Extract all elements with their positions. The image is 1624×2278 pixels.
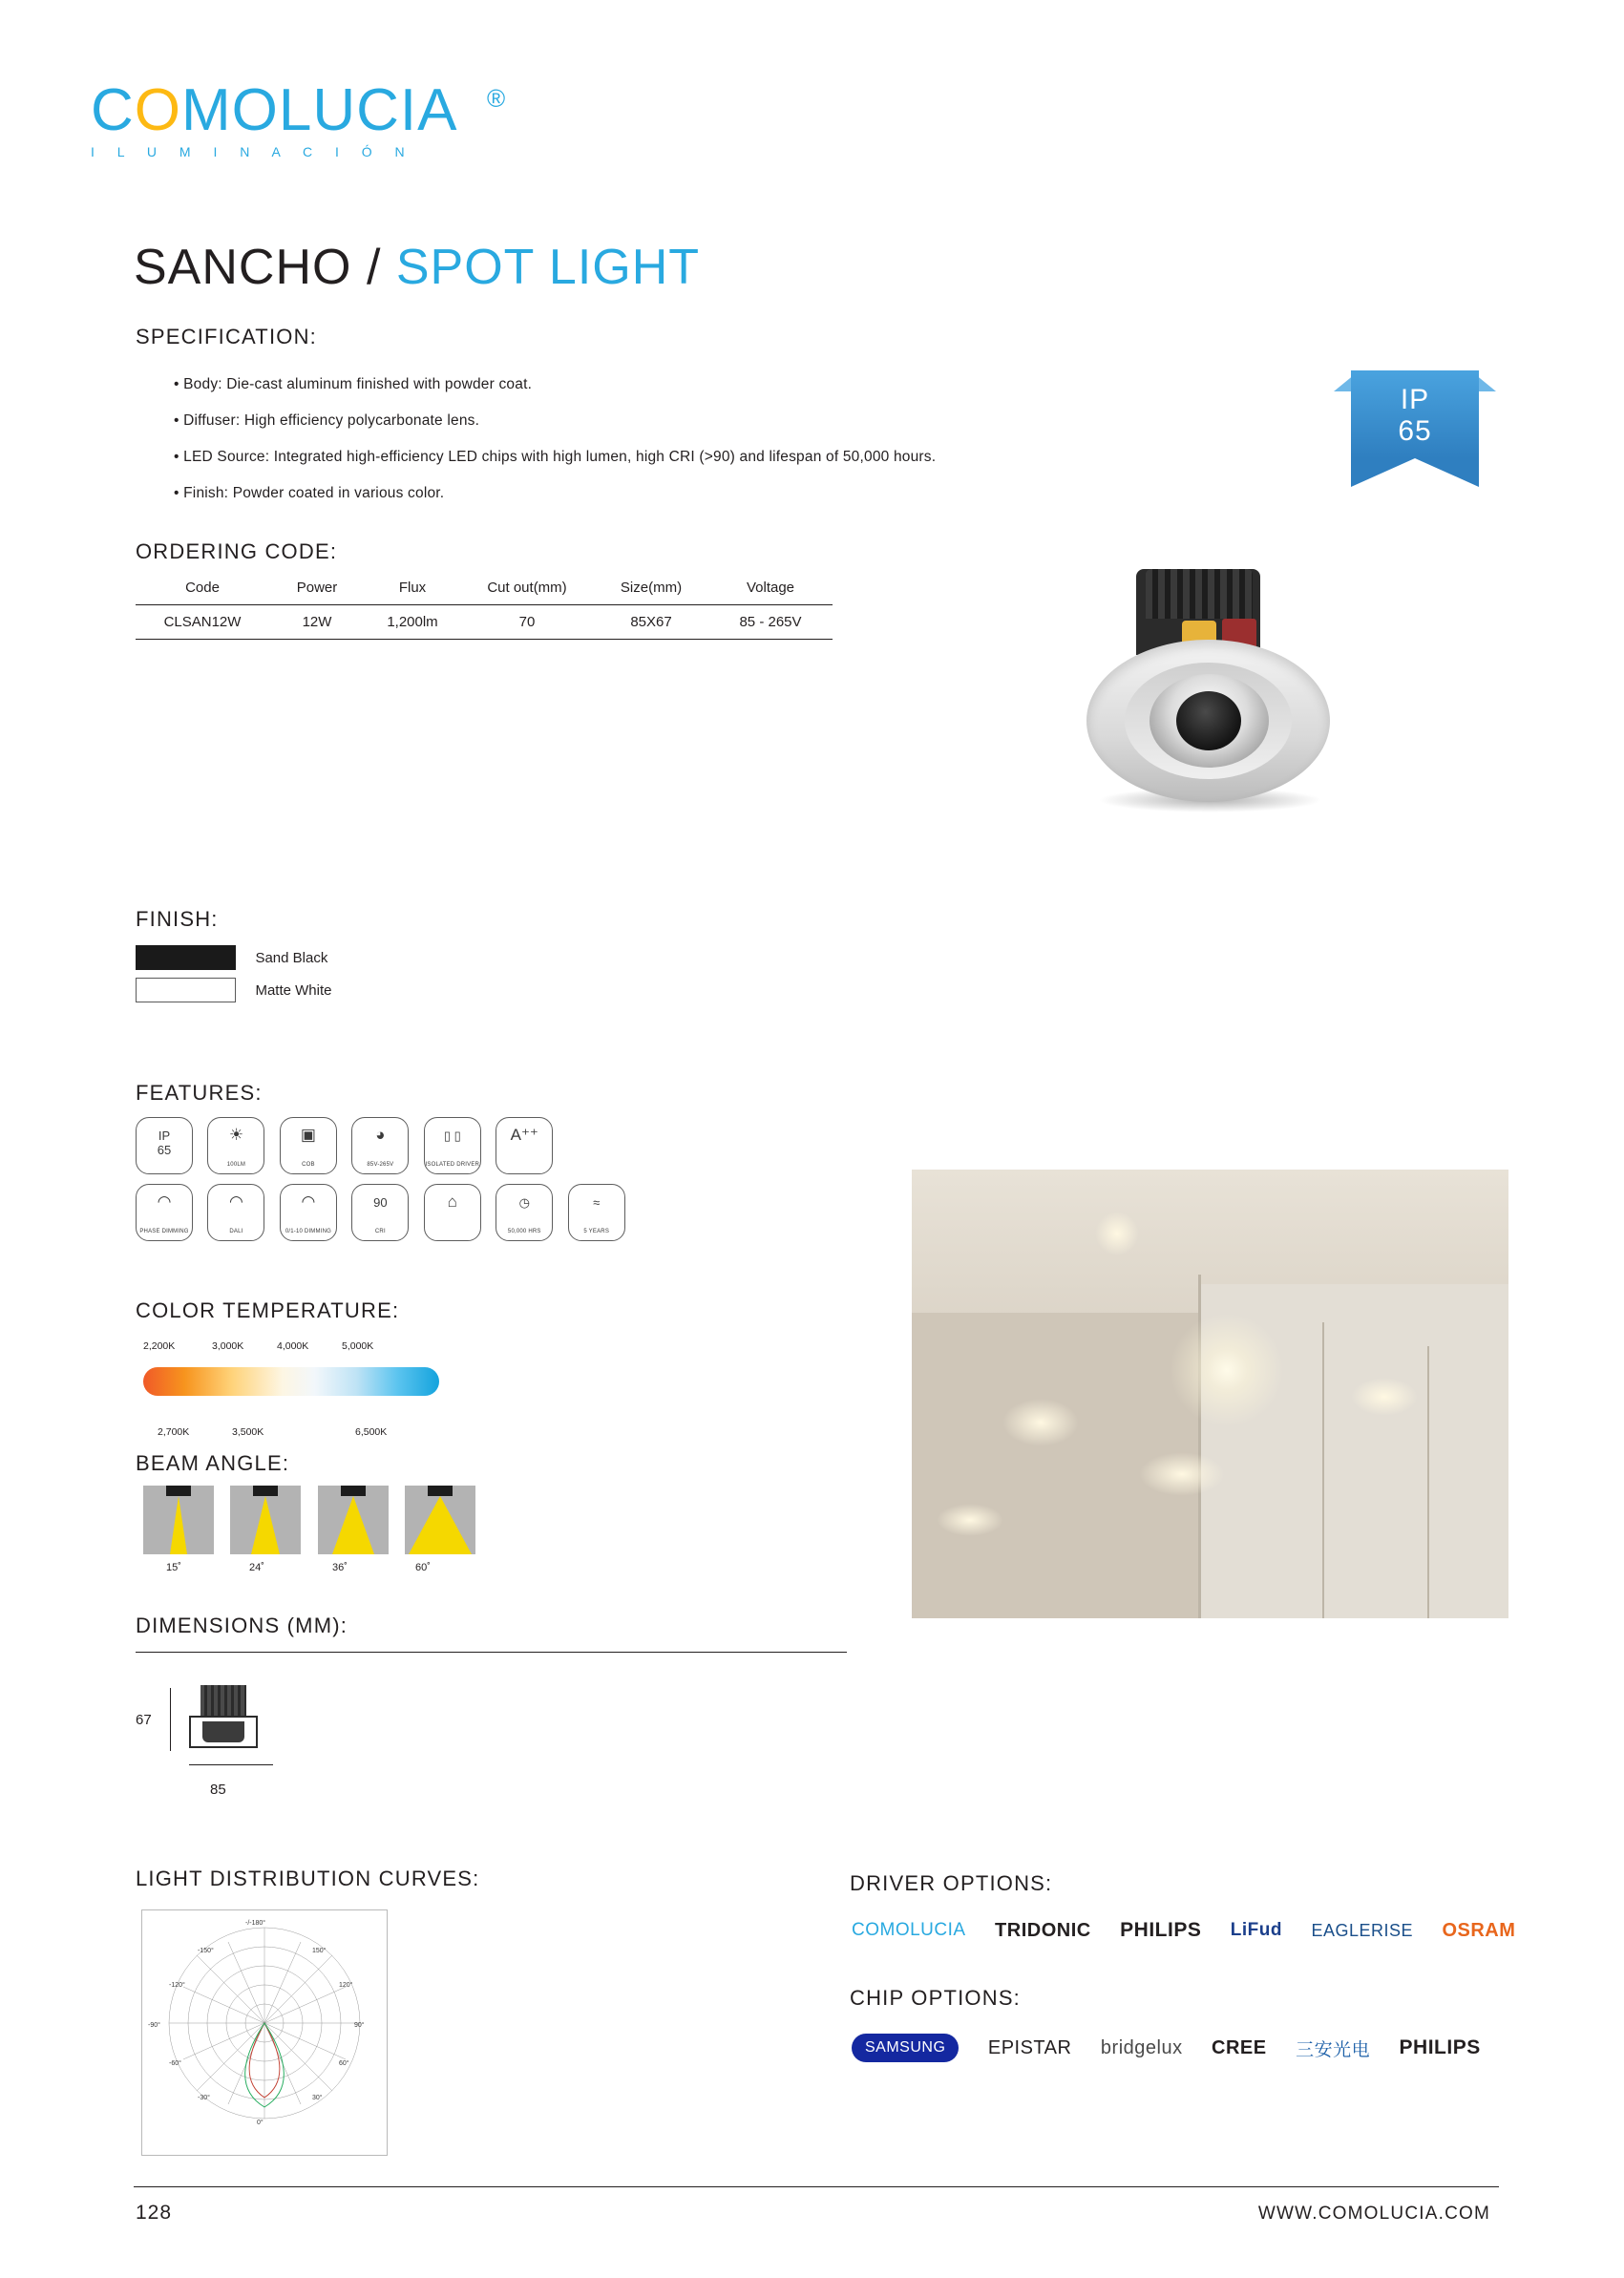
dimensions-rule [136, 1652, 847, 1653]
photo-partition [1322, 1322, 1324, 1618]
chip-brand-logos [852, 2034, 1506, 2062]
indoor-use-icon: ⌂ [424, 1184, 481, 1241]
col-power: Power [269, 571, 365, 605]
lifespan-icon: ◷ 50,000 HRS [496, 1184, 553, 1241]
dimension-height-line [170, 1688, 171, 1751]
photo-downlight-glow [1095, 1212, 1139, 1255]
ct-bottom-tick-3: 6,500K [355, 1426, 388, 1438]
cell-voltage: 85 - 265V [708, 605, 833, 640]
cell-size: 85X67 [594, 605, 708, 640]
section-heading-specification: SPECIFICATION: [136, 325, 317, 348]
cob-icon: ▣ COB [280, 1117, 337, 1174]
logo-rest: MOLUCIA [181, 77, 458, 143]
feature-caption: COB [302, 1162, 315, 1169]
beam-fixture [253, 1486, 278, 1496]
feature-caption: 100LM [226, 1162, 246, 1169]
company-logo [91, 77, 458, 159]
photo-partition [1427, 1346, 1429, 1618]
beam-fixture [166, 1486, 191, 1496]
feature-caption: 50,000 HRS [507, 1229, 541, 1235]
logo-letter-c: C [91, 77, 135, 143]
svg-text:60°: 60° [339, 2060, 349, 2067]
svg-text:-120°: -120° [169, 1982, 185, 1989]
dimension-width-line [189, 1764, 273, 1765]
brand-philips-chip: PHILIPS [1399, 2036, 1481, 2058]
product-name: SANCHO [134, 240, 352, 295]
features-icon-grid [136, 1117, 728, 1251]
feature-caption: 85V-265V [367, 1162, 394, 1169]
section-heading-light-distribution: LIGHT DISTRIBUTION CURVES: [136, 1867, 480, 1890]
ip65-icon: IP 65 [136, 1117, 193, 1174]
svg-text:30°: 30° [312, 2095, 323, 2101]
section-heading-chip-options: CHIP OPTIONS: [850, 1986, 1021, 2010]
product-category: SPOT LIGHT [395, 240, 701, 295]
photo-floor-glow [1139, 1452, 1225, 1496]
page-title [134, 239, 700, 296]
cell-flux: 1,200lm [365, 605, 460, 640]
brand-epistar: EPISTAR [987, 2036, 1072, 2058]
brand-cree: CREE [1212, 2036, 1267, 2058]
feature-caption: DALI [229, 1229, 243, 1235]
logo-tagline: I L U M I N A C I Ó N [91, 144, 414, 159]
cri90-icon: 90 CRI [351, 1184, 409, 1241]
product-heatsink-fins [1146, 569, 1253, 619]
brand-bridgelux: bridgelux [1100, 2036, 1183, 2058]
svg-text:-30°: -30° [198, 2095, 210, 2101]
brand-philips: PHILIPS [1120, 1919, 1202, 1941]
light-distribution-chart [141, 1909, 388, 2156]
drawing-reflector [202, 1721, 244, 1742]
product-lens [1176, 691, 1241, 750]
beam-cone [170, 1496, 187, 1554]
col-code: Code [136, 571, 269, 605]
warranty-icon: ≈ 5 YEARS [568, 1184, 625, 1241]
ct-top-tick-3: 4,000K [277, 1340, 309, 1352]
swatch-matte-white [136, 978, 236, 1002]
logo-wordmark [91, 77, 458, 143]
feature-caption: 0/1-10 DIMMING [285, 1229, 331, 1235]
list-item: • Finish: Powder coated in various color. [174, 484, 1148, 504]
section-heading-driver-options: DRIVER OPTIONS: [850, 1871, 1053, 1895]
beam-fixture [428, 1486, 453, 1496]
website-url: WWW.COMOLUCIA.COM [1257, 2204, 1490, 2224]
driver-brand-logos [852, 1919, 1540, 1942]
list-item: • Diffuser: High efficiency polycarbonate lens. [174, 411, 1148, 432]
photo-floor-glow [937, 1504, 1003, 1536]
dimension-width-label: 85 [210, 1782, 226, 1798]
color-temperature-gradient-bar [143, 1367, 439, 1396]
cell-power: 12W [269, 605, 365, 640]
section-heading-ordering-code: ORDERING CODE: [136, 539, 338, 563]
beam-diagram-15 [143, 1486, 214, 1554]
lumen-icon: ☀ 100LM [207, 1117, 264, 1174]
isolated-driver-icon: ▯ ▯ ISOLATED DRIVER [424, 1117, 481, 1174]
registered-mark-icon: ® [487, 84, 506, 113]
brand-eaglerise: EAGLERISE [1311, 1920, 1413, 1940]
beam-cone [409, 1496, 472, 1554]
brand-osram: OSRAM [1442, 1919, 1516, 1941]
svg-text:0°: 0° [257, 2120, 264, 2126]
ct-bottom-tick-1: 2,700K [158, 1426, 190, 1438]
beam-diagram-60 [405, 1486, 475, 1554]
photo-main-light [1170, 1313, 1284, 1427]
brand-sanan: 三安光电 [1296, 2039, 1371, 2060]
footer-divider [134, 2186, 1499, 2187]
energy-class-icon: A⁺⁺ [496, 1117, 553, 1174]
photo-floor-glow [1002, 1399, 1079, 1446]
col-cutout: Cut out(mm) [460, 571, 594, 605]
cell-cutout: 70 [460, 605, 594, 640]
beam-cone [251, 1496, 280, 1554]
brand-lifud: LiFud [1230, 1920, 1282, 1940]
beam-diagram-24 [230, 1486, 301, 1554]
finish-option-sand-black [136, 945, 327, 970]
col-voltage: Voltage [708, 571, 833, 605]
feature-caption: CRI [374, 1229, 386, 1235]
beam-fixture [341, 1486, 366, 1496]
voltage-icon: ◕ 85V-265V [351, 1117, 409, 1174]
phase-dimming-icon: ◠ PHASE DIMMING [136, 1184, 193, 1241]
specification-list [136, 375, 1148, 520]
svg-text:-/-180°: -/-180° [245, 1920, 266, 1927]
beam-label-36: 36˚ [332, 1562, 348, 1573]
dimension-drawing [181, 1685, 325, 1771]
title-separator: / [366, 240, 382, 295]
photo-floor-glow [1351, 1378, 1418, 1416]
finish-label: Sand Black [255, 949, 328, 966]
section-heading-features: FEATURES: [136, 1081, 263, 1105]
ct-top-tick-4: 5,000K [342, 1340, 374, 1352]
badge-text [1351, 384, 1479, 447]
svg-text:120°: 120° [339, 1982, 353, 1989]
feature-caption: 5 YEARS [583, 1229, 610, 1235]
brand-comolucia: COMOLUCIA [852, 1920, 966, 1940]
beam-label-24: 24˚ [249, 1562, 264, 1573]
beam-label-15: 15˚ [166, 1562, 181, 1573]
beam-angle-diagrams [143, 1486, 488, 1554]
table-row [136, 605, 833, 640]
0-10v-dimming-icon: ◠ 0/1-10 DIMMING [280, 1184, 337, 1241]
list-item: • LED Source: Integrated high-efficiency LED chips with high lumen, high CRI (>90) and lifespan of 50,000 hours. [174, 448, 1148, 468]
feature-caption: PHASE DIMMING [139, 1229, 189, 1235]
svg-text:-90°: -90° [148, 2022, 160, 2029]
ct-top-tick-1: 2,200K [143, 1340, 176, 1352]
polar-diagram [142, 1910, 387, 2155]
table-header-row [136, 571, 833, 605]
ordering-code-table [136, 571, 833, 640]
section-heading-dimensions: DIMENSIONS (MM): [136, 1614, 348, 1637]
swatch-sand-black [136, 945, 236, 970]
svg-text:150°: 150° [312, 1948, 327, 1954]
finish-label: Matte White [255, 981, 332, 999]
application-photo [912, 1170, 1508, 1618]
brand-tridonic: TRIDONIC [995, 1919, 1091, 1941]
product-photo [1069, 563, 1346, 840]
ct-bottom-tick-2: 3,500K [232, 1426, 264, 1438]
page-number: 128 [136, 2202, 173, 2224]
finish-option-matte-white [136, 978, 331, 1002]
col-flux: Flux [365, 571, 460, 605]
section-heading-color-temperature: COLOR TEMPERATURE: [136, 1298, 400, 1322]
brand-samsung: SAMSUNG [852, 2034, 959, 2062]
section-heading-beam-angle: BEAM ANGLE: [136, 1451, 290, 1475]
dimension-height-label: 67 [136, 1712, 152, 1728]
badge-line1: IP [1400, 384, 1430, 415]
svg-text:-150°: -150° [198, 1948, 214, 1954]
dali-icon: ◠ DALI [207, 1184, 264, 1241]
badge-line2: 65 [1398, 415, 1432, 447]
col-size: Size(mm) [594, 571, 708, 605]
beam-cone [332, 1496, 374, 1554]
cell-code: CLSAN12W [136, 605, 269, 640]
list-item: • Body: Die-cast aluminum finished with powder coat. [174, 375, 1148, 395]
ct-top-tick-2: 3,000K [212, 1340, 244, 1352]
drawing-heatsink [200, 1685, 246, 1716]
ip65-badge-icon [1351, 370, 1479, 487]
feature-caption: ISOLATED DRIVER [425, 1162, 480, 1169]
section-heading-finish: FINISH: [136, 907, 219, 931]
svg-text:-60°: -60° [169, 2060, 181, 2067]
beam-label-60: 60˚ [415, 1562, 431, 1573]
logo-drop-icon: O [134, 77, 182, 143]
beam-diagram-36 [318, 1486, 389, 1554]
svg-text:90°: 90° [354, 2022, 365, 2029]
